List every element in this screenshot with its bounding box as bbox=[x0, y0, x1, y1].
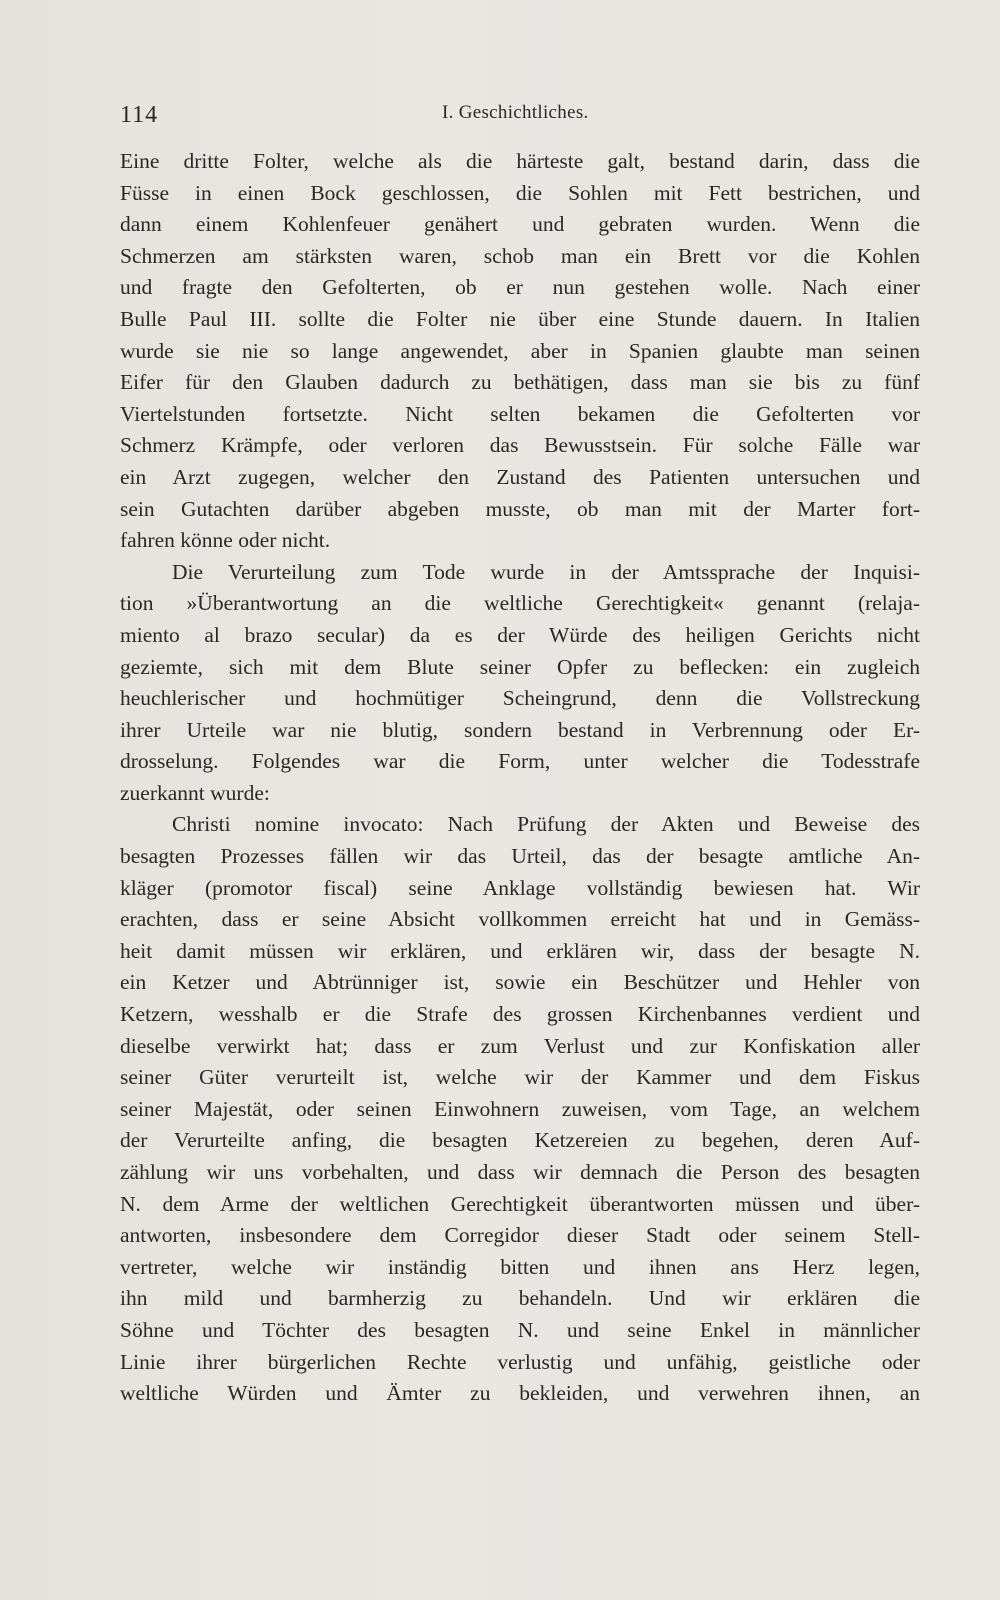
text-line: ein Ketzer und Abtrünniger ist, sowie ein Beschützer und Hehler von bbox=[120, 970, 920, 995]
text-line: weltliche Würden und Ämter zu bekleiden, und verwehren ihnen, an bbox=[120, 1381, 920, 1406]
text-line: vertreter, welche wir inständig bitten und ihnen ans Herz legen, bbox=[120, 1254, 920, 1279]
text-line: tion »Überantwortung an die weltliche Gerechtigkeit« genannt (relaja- bbox=[120, 591, 920, 616]
text-line: seiner Güter verurteilt ist, welche wir der Kammer und dem Fiskus bbox=[120, 1065, 920, 1090]
text-line: seiner Majestät, oder seinen Einwohnern zuweisen, vom Tage, an welchem bbox=[120, 1096, 920, 1121]
paragraph-start-line: Die Verurteilung zum Tode wurde in der Amtssprache der Inquisi- bbox=[172, 559, 920, 584]
text-line: Viertelstunden fortsetzte. Nicht selten bekamen die Gefolterten vor bbox=[120, 401, 920, 426]
text-line: ihrer Urteile war nie blutig, sondern bestand in Verbrennung oder Er- bbox=[120, 717, 920, 742]
text-line: Füsse in einen Bock geschlossen, die Sohlen mit Fett bestrichen, und bbox=[120, 180, 920, 205]
text-line: und fragte den Gefolterten, ob er nun gestehen wolle. Nach einer bbox=[120, 275, 920, 300]
text-line: ein Arzt zugegen, welcher den Zustand des Patienten untersuchen und bbox=[120, 464, 920, 489]
paragraph-start-line: Christi nomine invocato: Nach Prüfung der Akten und Beweise des bbox=[172, 812, 920, 837]
text-line: dann einem Kohlenfeuer genähert und gebraten wurden. Wenn die bbox=[120, 212, 920, 237]
text-line: heit damit müssen wir erklären, und erklären wir, dass der besagte N. bbox=[120, 938, 920, 963]
text-line: der Verurteilte anfing, die besagten Ketzereien zu begehen, deren Auf- bbox=[120, 1128, 920, 1153]
text-line: drosselung. Folgendes war die Form, unter welcher die Todesstrafe bbox=[120, 749, 920, 774]
text-line: Linie ihrer bürgerlichen Rechte verlustig und unfähig, geistliche oder bbox=[120, 1349, 920, 1374]
text-line: heuchlerischer und hochmütiger Scheingrund, denn die Vollstreckung bbox=[120, 686, 920, 711]
page-number: 114 bbox=[120, 102, 159, 128]
text-line: zählung wir uns vorbehalten, und dass wir demnach die Person des besagten bbox=[120, 1160, 920, 1184]
paragraph-end-line: zuerkannt wurde: bbox=[120, 780, 270, 805]
text-line: geziemte, sich mit dem Blute seiner Opfer zu beflecken: ein zugleich bbox=[120, 654, 920, 679]
text-line: Ketzern, wesshalb er die Strafe des grossen Kirchenbannes verdient und bbox=[120, 1002, 920, 1027]
text-line: Schmerzen am stärksten waren, schob man ein Brett vor die Kohlen bbox=[120, 243, 920, 268]
text-line: besagten Prozesses fällen wir das Urteil, das der besagte amtliche An- bbox=[120, 844, 920, 869]
text-line: ihn mild und barmherzig zu behandeln. Und wir erklären die bbox=[120, 1286, 920, 1311]
text-line: sein Gutachten darüber abgeben musste, ob man mit der Marter fort- bbox=[120, 496, 920, 521]
text-line: wurde sie nie so lange angewendet, aber in Spanien glaubte man seinen bbox=[120, 338, 920, 363]
paragraph-end-line: fahren könne oder nicht. bbox=[120, 528, 331, 553]
text-line: antworten, insbesondere dem Corregidor dieser Stadt oder seinem Stell- bbox=[120, 1223, 920, 1248]
text-line: N. dem Arme der weltlichen Gerechtigkeit überantworten müssen und über- bbox=[120, 1191, 920, 1216]
text-line: Söhne und Töchter des besagten N. und seine Enkel in männlicher bbox=[120, 1317, 920, 1342]
running-head bbox=[120, 102, 920, 132]
text-line: Eine dritte Folter, welche als die härteste galt, bestand darin, dass die bbox=[120, 149, 920, 173]
text-line: dieselbe verwirkt hat; dass er zum Verlust und zur Konfiskation aller bbox=[120, 1033, 920, 1058]
body-text bbox=[120, 146, 920, 1410]
text-line: Eifer für den Glauben dadurch zu bethätigen, dass man sie bis zu fünf bbox=[120, 370, 920, 395]
text-line: kläger (promotor fiscal) seine Anklage vollständig bewiesen hat. Wir bbox=[120, 875, 920, 900]
text-line: Bulle Paul III. sollte die Folter nie über eine Stunde dauern. In Italien bbox=[120, 306, 920, 331]
chapter-header: I. Geschichtliches. bbox=[442, 102, 589, 123]
text-line: miento al brazo secular) da es der Würde des heiligen Gerichts nicht bbox=[120, 622, 920, 647]
text-line: erachten, dass er seine Absicht vollkommen erreicht hat und in Gemäss- bbox=[120, 907, 920, 932]
text-line: Schmerz Krämpfe, oder verloren das Bewusstsein. Für solche Fälle war bbox=[120, 433, 920, 458]
